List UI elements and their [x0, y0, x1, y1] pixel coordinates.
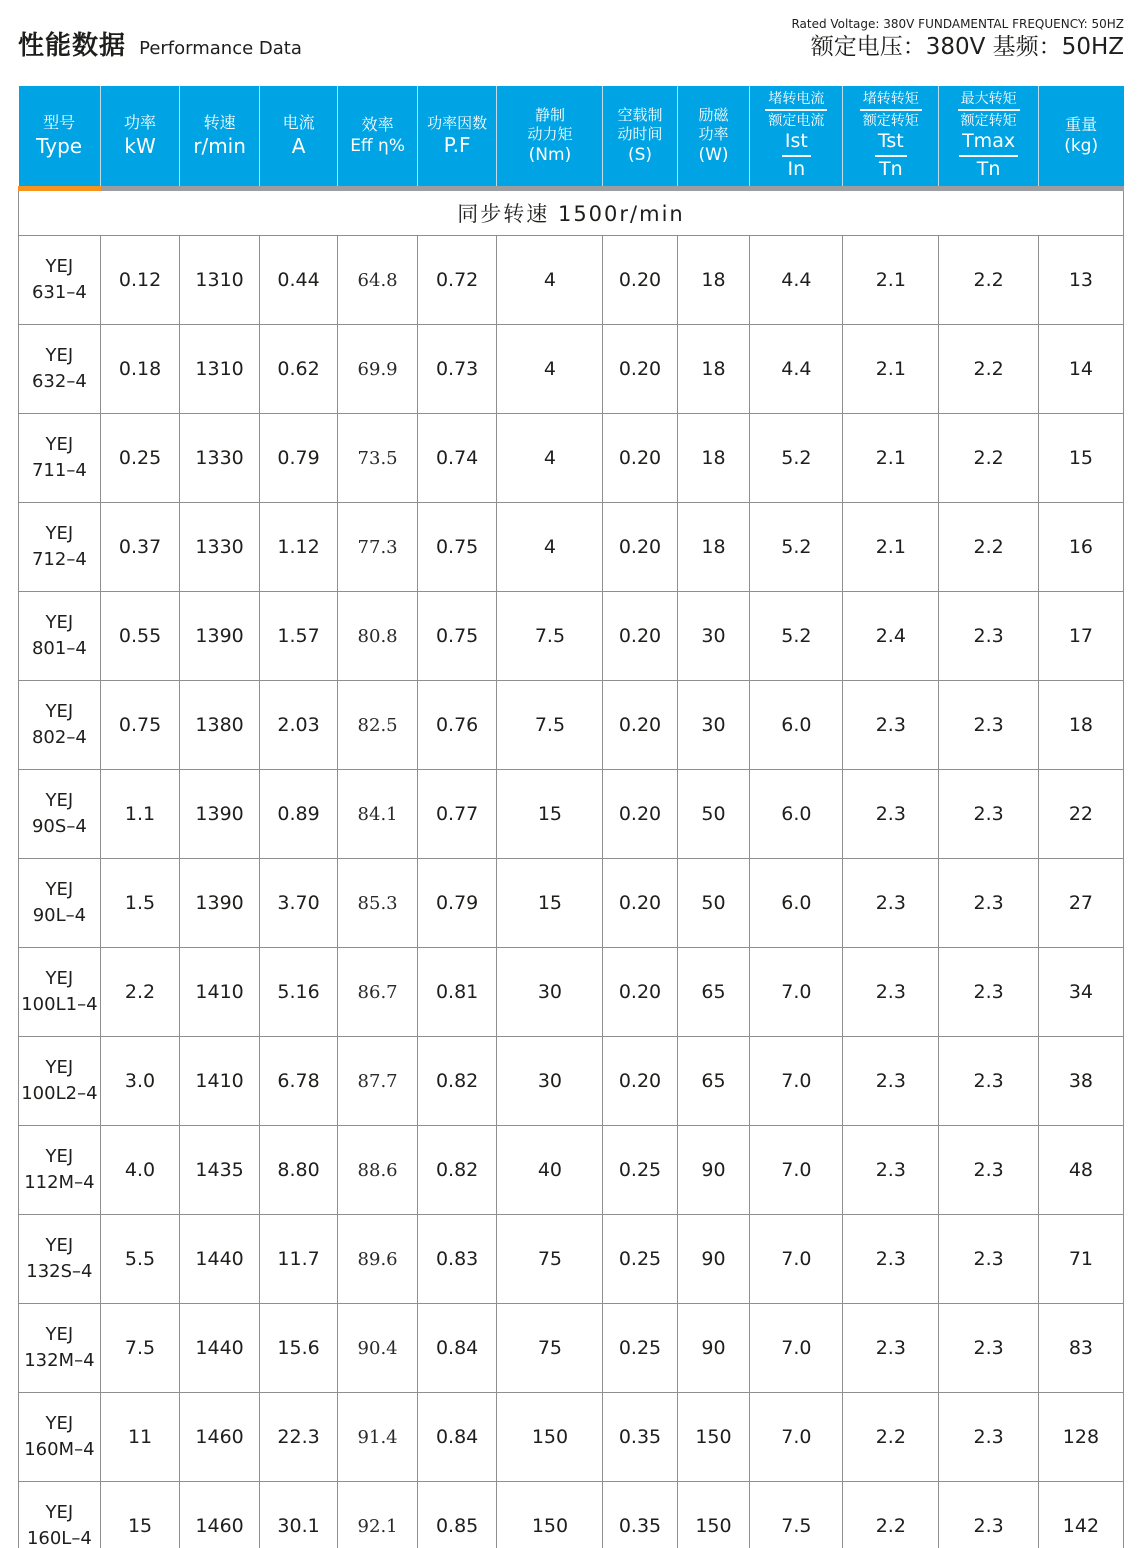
tmax-num-sym: Tmax — [959, 130, 1018, 157]
cell-speed: 1440 — [180, 1215, 260, 1304]
cell-excitation: 18 — [677, 236, 750, 325]
cell-brake-time: 0.20 — [603, 770, 677, 859]
cell-brake-time: 0.25 — [603, 1215, 677, 1304]
cell-tst-tn: 2.4 — [843, 592, 939, 681]
col-header-eff — [338, 86, 418, 189]
cell-brake-torque: 4 — [497, 325, 603, 414]
cell-ist-in: 6.0 — [750, 859, 843, 948]
cell-weight: 48 — [1038, 1126, 1123, 1215]
cell-tmax-tn: 2.3 — [939, 592, 1038, 681]
cell-pf: 0.75 — [417, 592, 497, 681]
cell-brake-time: 0.20 — [603, 503, 677, 592]
page-title-zh: 性能数据 — [18, 31, 127, 61]
table-row — [19, 859, 1124, 948]
col-header-pf-zh: 功率因数 — [427, 113, 488, 132]
col-header-speed-zh: 转速 — [203, 112, 236, 132]
col-header-current-en: A — [291, 134, 306, 159]
cell-eff: 82.5 — [338, 681, 418, 770]
cell-eff: 84.1 — [338, 770, 418, 859]
cell-speed: 1440 — [180, 1304, 260, 1393]
cell-eff: 90.4 — [338, 1304, 418, 1393]
table-row — [19, 503, 1124, 592]
cell-ist-in: 7.0 — [750, 1215, 843, 1304]
cell-weight: 71 — [1038, 1215, 1123, 1304]
page-title-en: Performance Data — [139, 38, 302, 59]
cell-model: YEJ 132S–4 — [19, 1215, 101, 1304]
cell-ist-in: 6.0 — [750, 770, 843, 859]
table-row — [19, 1037, 1124, 1126]
cell-excitation: 150 — [677, 1482, 750, 1548]
cell-weight: 142 — [1038, 1482, 1123, 1548]
cell-speed: 1380 — [180, 681, 260, 770]
col-header-speed-en: r/min — [193, 134, 246, 159]
cell-model: YEJ 112M–4 — [19, 1126, 101, 1215]
cell-ist-in: 7.0 — [750, 948, 843, 1037]
col-header-current-zh: 电流 — [282, 112, 315, 132]
col-header-tmax-tn — [939, 86, 1038, 189]
cell-model: YEJ 801–4 — [19, 592, 101, 681]
cell-pf: 0.84 — [417, 1393, 497, 1482]
cell-weight: 16 — [1038, 503, 1123, 592]
cell-ist-in: 7.0 — [750, 1393, 843, 1482]
cell-current: 5.16 — [259, 948, 337, 1037]
cell-eff: 89.6 — [338, 1215, 418, 1304]
cell-eff: 92.1 — [338, 1482, 418, 1548]
cell-power: 7.5 — [100, 1304, 180, 1393]
col-header-weight-en: (kg) — [1064, 136, 1099, 157]
cell-speed: 1460 — [180, 1393, 260, 1482]
cell-brake-time: 0.20 — [603, 948, 677, 1037]
cell-weight: 128 — [1038, 1393, 1123, 1482]
table-row — [19, 592, 1124, 681]
cell-brake-torque: 4 — [497, 414, 603, 503]
cell-current: 3.70 — [259, 859, 337, 948]
cell-model: YEJ 631–4 — [19, 236, 101, 325]
ist-in-fraction — [750, 90, 842, 182]
cell-pf: 0.73 — [417, 325, 497, 414]
col-header-brake-time-l2: 动时间 — [617, 124, 663, 143]
cell-eff: 88.6 — [338, 1126, 418, 1215]
col-header-excitation-l3: (W) — [698, 144, 729, 165]
cell-brake-torque: 4 — [497, 236, 603, 325]
col-header-pf-en: P.F — [443, 133, 471, 158]
ist-den-zh: 额定电流 — [768, 113, 825, 130]
cell-tmax-tn: 2.3 — [939, 681, 1038, 770]
cell-speed: 1410 — [180, 1037, 260, 1126]
cell-model: YEJ 160M–4 — [19, 1393, 101, 1482]
cell-ist-in: 5.2 — [750, 592, 843, 681]
cell-weight: 38 — [1038, 1037, 1123, 1126]
cell-tmax-tn: 2.3 — [939, 1482, 1038, 1548]
cell-power: 0.18 — [100, 325, 180, 414]
performance-table — [18, 86, 1124, 1548]
cell-power: 3.0 — [100, 1037, 180, 1126]
cell-tst-tn: 2.3 — [843, 1215, 939, 1304]
cell-tmax-tn: 2.3 — [939, 1215, 1038, 1304]
cell-power: 0.12 — [100, 236, 180, 325]
cell-speed: 1410 — [180, 948, 260, 1037]
cell-tmax-tn: 2.2 — [939, 236, 1038, 325]
cell-eff: 85.3 — [338, 859, 418, 948]
cell-pf: 0.83 — [417, 1215, 497, 1304]
cell-weight: 83 — [1038, 1304, 1123, 1393]
cell-brake-torque: 30 — [497, 1037, 603, 1126]
col-header-tst-tn — [843, 86, 939, 189]
tst-den-zh: 额定转矩 — [862, 113, 919, 130]
table-row — [19, 414, 1124, 503]
cell-tst-tn: 2.3 — [843, 681, 939, 770]
cell-speed: 1435 — [180, 1126, 260, 1215]
cell-brake-time: 0.20 — [603, 414, 677, 503]
cell-current: 0.89 — [259, 770, 337, 859]
table-row — [19, 1393, 1124, 1482]
cell-brake-torque: 40 — [497, 1126, 603, 1215]
cell-weight: 34 — [1038, 948, 1123, 1037]
cell-weight: 17 — [1038, 592, 1123, 681]
cell-tmax-tn: 2.3 — [939, 1037, 1038, 1126]
cell-pf: 0.82 — [417, 1037, 497, 1126]
col-header-eff-en: Eff η% — [350, 136, 405, 157]
cell-pf: 0.77 — [417, 770, 497, 859]
cell-eff: 80.8 — [338, 592, 418, 681]
cell-excitation: 30 — [677, 681, 750, 770]
cell-tst-tn: 2.1 — [843, 503, 939, 592]
cell-power: 11 — [100, 1393, 180, 1482]
cell-power: 0.37 — [100, 503, 180, 592]
col-header-excitation-l2: 功率 — [698, 124, 729, 143]
cell-tmax-tn: 2.3 — [939, 859, 1038, 948]
cell-eff: 86.7 — [338, 948, 418, 1037]
table-row — [19, 1126, 1124, 1215]
cell-current: 8.80 — [259, 1126, 337, 1215]
cell-model: YEJ 100L2–4 — [19, 1037, 101, 1126]
cell-tst-tn: 2.1 — [843, 414, 939, 503]
cell-speed: 1330 — [180, 414, 260, 503]
cell-power: 0.55 — [100, 592, 180, 681]
cell-ist-in: 6.0 — [750, 681, 843, 770]
col-header-pf — [417, 86, 497, 189]
cell-brake-time: 0.25 — [603, 1304, 677, 1393]
tmax-den-sym: Tn — [976, 158, 1001, 181]
cell-model: YEJ 90S–4 — [19, 770, 101, 859]
cell-weight: 18 — [1038, 681, 1123, 770]
cell-tmax-tn: 2.2 — [939, 414, 1038, 503]
cell-tst-tn: 2.1 — [843, 236, 939, 325]
cell-speed: 1390 — [180, 859, 260, 948]
cell-eff: 73.5 — [338, 414, 418, 503]
cell-brake-time: 0.20 — [603, 325, 677, 414]
cell-excitation: 18 — [677, 325, 750, 414]
tst-num-sym: Tst — [875, 130, 907, 157]
ist-num-zh: 堵转电流 — [765, 90, 827, 111]
tmax-num-zh: 最大转矩 — [958, 90, 1020, 111]
rated-voltage-line-en: Rated Voltage: 380V FUNDAMENTAL FREQUENCY: 50HZ — [791, 17, 1124, 32]
col-header-power-zh: 功率 — [124, 112, 157, 132]
cell-brake-time: 0.20 — [603, 1037, 677, 1126]
cell-pf: 0.85 — [417, 1482, 497, 1548]
table-row — [19, 325, 1124, 414]
table-body — [19, 236, 1124, 1548]
cell-excitation: 90 — [677, 1304, 750, 1393]
cell-current: 0.79 — [259, 414, 337, 503]
cell-model: YEJ 160L–4 — [19, 1482, 101, 1548]
col-header-weight — [1038, 86, 1123, 189]
cell-pf: 0.84 — [417, 1304, 497, 1393]
col-header-type-zh: 型号 — [43, 112, 76, 132]
col-header-brake-torque — [497, 86, 603, 189]
rated-voltage-block — [791, 17, 1124, 62]
cell-eff: 64.8 — [338, 236, 418, 325]
tst-tn-fraction — [843, 90, 938, 182]
ist-den-sym: In — [787, 158, 806, 181]
cell-brake-torque: 4 — [497, 503, 603, 592]
cell-excitation: 150 — [677, 1393, 750, 1482]
cell-excitation: 30 — [677, 592, 750, 681]
col-header-speed — [180, 86, 260, 189]
col-header-brake-torque-l2: 动力矩 — [527, 124, 573, 143]
col-header-brake-torque-l3: (Nm) — [528, 144, 572, 165]
cell-current: 15.6 — [259, 1304, 337, 1393]
cell-current: 1.12 — [259, 503, 337, 592]
cell-speed: 1390 — [180, 592, 260, 681]
cell-speed: 1330 — [180, 503, 260, 592]
group-row-body — [19, 189, 1124, 236]
cell-model: YEJ 712–4 — [19, 503, 101, 592]
cell-power: 0.75 — [100, 681, 180, 770]
cell-eff: 77.3 — [338, 503, 418, 592]
cell-current: 0.44 — [259, 236, 337, 325]
cell-ist-in: 7.5 — [750, 1482, 843, 1548]
cell-tmax-tn: 2.3 — [939, 1393, 1038, 1482]
cell-model: YEJ 632–4 — [19, 325, 101, 414]
cell-tst-tn: 2.3 — [843, 1037, 939, 1126]
cell-model: YEJ 132M–4 — [19, 1304, 101, 1393]
table-row — [19, 1482, 1124, 1548]
cell-weight: 15 — [1038, 414, 1123, 503]
cell-weight: 27 — [1038, 859, 1123, 948]
tmax-tn-fraction — [939, 90, 1037, 182]
cell-speed: 1390 — [180, 770, 260, 859]
cell-brake-torque: 75 — [497, 1215, 603, 1304]
cell-speed: 1310 — [180, 325, 260, 414]
cell-tmax-tn: 2.3 — [939, 1126, 1038, 1215]
cell-excitation: 50 — [677, 859, 750, 948]
table-row — [19, 681, 1124, 770]
cell-weight: 13 — [1038, 236, 1123, 325]
rated-voltage-line-zh: 额定电压：380V 基频：50HZ — [810, 34, 1124, 61]
cell-tst-tn: 2.2 — [843, 1482, 939, 1548]
tst-den-sym: Tn — [878, 158, 903, 181]
table-row — [19, 1215, 1124, 1304]
col-header-weight-zh: 重量 — [1065, 114, 1098, 134]
page-title — [18, 25, 302, 62]
cell-eff: 87.7 — [338, 1037, 418, 1126]
cell-power: 2.2 — [100, 948, 180, 1037]
tmax-den-zh: 额定转矩 — [960, 113, 1017, 130]
cell-ist-in: 7.0 — [750, 1126, 843, 1215]
cell-speed: 1460 — [180, 1482, 260, 1548]
cell-weight: 22 — [1038, 770, 1123, 859]
cell-brake-time: 0.20 — [603, 236, 677, 325]
cell-weight: 14 — [1038, 325, 1123, 414]
table-row — [19, 236, 1124, 325]
cell-tst-tn: 2.1 — [843, 325, 939, 414]
sync-speed-label: 同步转速 1500r/min — [19, 189, 1124, 236]
cell-current: 0.62 — [259, 325, 337, 414]
cell-power: 1.5 — [100, 859, 180, 948]
cell-current: 30.1 — [259, 1482, 337, 1548]
cell-ist-in: 4.4 — [750, 236, 843, 325]
cell-excitation: 18 — [677, 503, 750, 592]
cell-brake-time: 0.25 — [603, 1126, 677, 1215]
cell-brake-torque: 15 — [497, 770, 603, 859]
cell-tmax-tn: 2.3 — [939, 948, 1038, 1037]
cell-pf: 0.74 — [417, 414, 497, 503]
cell-brake-torque: 150 — [497, 1393, 603, 1482]
cell-model: YEJ 100L1–4 — [19, 948, 101, 1037]
cell-excitation: 50 — [677, 770, 750, 859]
cell-pf: 0.75 — [417, 503, 497, 592]
cell-brake-torque: 75 — [497, 1304, 603, 1393]
col-header-brake-time — [603, 86, 677, 189]
cell-speed: 1310 — [180, 236, 260, 325]
cell-tmax-tn: 2.2 — [939, 503, 1038, 592]
cell-pf: 0.72 — [417, 236, 497, 325]
cell-brake-torque: 7.5 — [497, 592, 603, 681]
cell-current: 6.78 — [259, 1037, 337, 1126]
header-row — [19, 86, 1124, 189]
cell-excitation: 90 — [677, 1215, 750, 1304]
col-header-brake-torque-l1: 静制 — [534, 106, 565, 125]
col-header-eff-zh: 效率 — [361, 114, 394, 134]
cell-brake-torque: 7.5 — [497, 681, 603, 770]
cell-brake-time: 0.35 — [603, 1482, 677, 1548]
cell-eff: 91.4 — [338, 1393, 418, 1482]
cell-current: 1.57 — [259, 592, 337, 681]
table-row — [19, 1304, 1124, 1393]
cell-model: YEJ 711–4 — [19, 414, 101, 503]
cell-pf: 0.76 — [417, 681, 497, 770]
cell-excitation: 65 — [677, 1037, 750, 1126]
page-header — [0, 0, 1142, 62]
cell-brake-time: 0.20 — [603, 859, 677, 948]
cell-current: 2.03 — [259, 681, 337, 770]
cell-brake-time: 0.35 — [603, 1393, 677, 1482]
col-header-ist-in — [750, 86, 843, 189]
col-header-excitation-l1: 励磁 — [698, 106, 729, 125]
col-header-excitation — [677, 86, 750, 189]
cell-excitation: 65 — [677, 948, 750, 1037]
cell-brake-torque: 150 — [497, 1482, 603, 1548]
cell-tst-tn: 2.3 — [843, 1126, 939, 1215]
table-row — [19, 948, 1124, 1037]
cell-excitation: 18 — [677, 414, 750, 503]
cell-eff: 69.9 — [338, 325, 418, 414]
cell-current: 22.3 — [259, 1393, 337, 1482]
cell-ist-in: 7.0 — [750, 1037, 843, 1126]
cell-tmax-tn: 2.3 — [939, 770, 1038, 859]
col-header-brake-time-l3: (S) — [627, 144, 653, 165]
tst-num-zh: 堵转转矩 — [860, 90, 922, 111]
cell-brake-time: 0.20 — [603, 681, 677, 770]
table-header — [19, 86, 1124, 189]
cell-tst-tn: 2.3 — [843, 859, 939, 948]
cell-ist-in: 5.2 — [750, 414, 843, 503]
cell-model: YEJ 90L–4 — [19, 859, 101, 948]
cell-tst-tn: 2.3 — [843, 948, 939, 1037]
sync-speed-row — [19, 189, 1124, 236]
col-header-type-en: Type — [36, 134, 83, 159]
cell-current: 11.7 — [259, 1215, 337, 1304]
cell-tmax-tn: 2.2 — [939, 325, 1038, 414]
cell-tst-tn: 2.3 — [843, 770, 939, 859]
cell-brake-time: 0.20 — [603, 592, 677, 681]
col-header-power — [100, 86, 180, 189]
cell-brake-torque: 15 — [497, 859, 603, 948]
table-row — [19, 770, 1124, 859]
col-header-power-en: kW — [124, 134, 156, 159]
cell-tst-tn: 2.3 — [843, 1304, 939, 1393]
cell-tmax-tn: 2.3 — [939, 1304, 1038, 1393]
ist-num-sym: Ist — [782, 130, 811, 157]
cell-pf: 0.79 — [417, 859, 497, 948]
cell-pf: 0.82 — [417, 1126, 497, 1215]
col-header-current — [259, 86, 337, 189]
cell-ist-in: 7.0 — [750, 1304, 843, 1393]
cell-power: 5.5 — [100, 1215, 180, 1304]
cell-pf: 0.81 — [417, 948, 497, 1037]
cell-tst-tn: 2.2 — [843, 1393, 939, 1482]
cell-power: 4.0 — [100, 1126, 180, 1215]
col-header-type — [19, 86, 101, 189]
cell-ist-in: 4.4 — [750, 325, 843, 414]
cell-power: 0.25 — [100, 414, 180, 503]
cell-ist-in: 5.2 — [750, 503, 843, 592]
cell-model: YEJ 802–4 — [19, 681, 101, 770]
cell-power: 1.1 — [100, 770, 180, 859]
col-header-brake-time-l1: 空载制 — [617, 106, 663, 125]
cell-excitation: 90 — [677, 1126, 750, 1215]
cell-brake-torque: 30 — [497, 948, 603, 1037]
cell-power: 15 — [100, 1482, 180, 1548]
